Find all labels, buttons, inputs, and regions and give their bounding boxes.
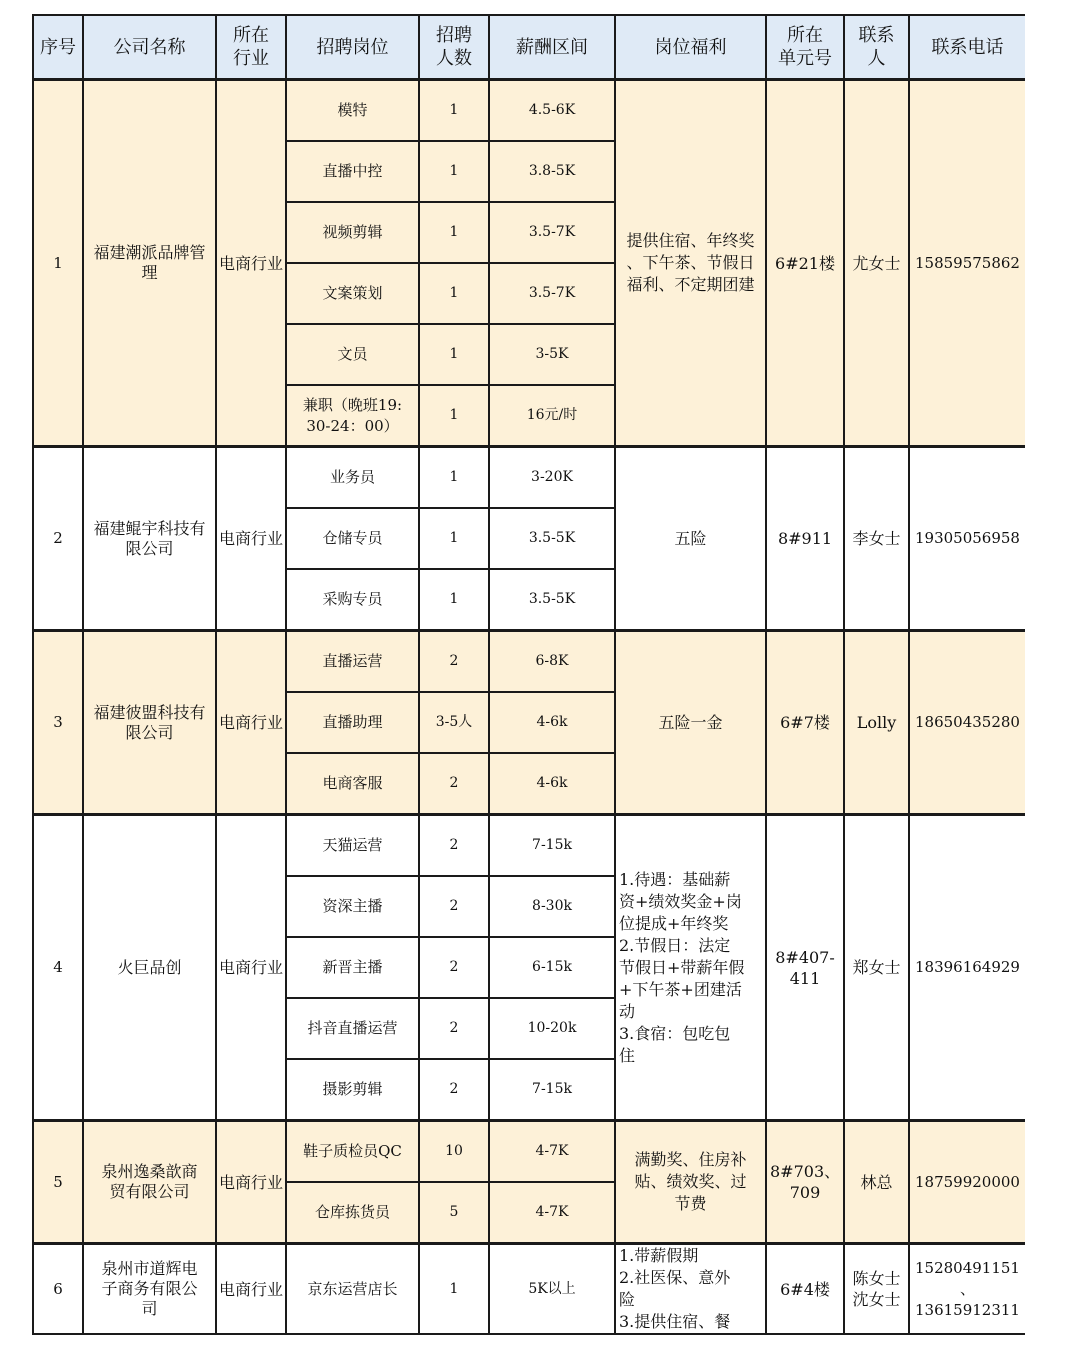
job-salary-cell: 4-6k [489, 692, 615, 753]
job-title-cell: 视频剪辑 [286, 202, 419, 263]
job-salary-cell: 7-15k [489, 815, 615, 877]
job-salary-cell: 3-20K [489, 447, 615, 509]
job-title-cell: 直播中控 [286, 141, 419, 202]
company-unit-cell: 6#7楼 [766, 631, 844, 815]
company-benefits-cell: 1.带薪假期 2.社医保、意外 险 3.提供住宿、餐 [615, 1244, 766, 1335]
company-name-cell: 福建鲲宇科技有 限公司 [83, 447, 216, 631]
job-count-cell: 1 [419, 508, 489, 569]
header-contact: 联系 人 [844, 15, 909, 80]
company-name-cell: 福建彼盟科技有 限公司 [83, 631, 216, 815]
company-phone-cell: 18396164929 [909, 815, 1025, 1121]
job-title-cell: 仓库拣货员 [286, 1182, 419, 1244]
job-count-cell: 5 [419, 1182, 489, 1244]
company-phone-cell: 19305056958 [909, 447, 1025, 631]
company-phone-cell: 18759920000 [909, 1121, 1025, 1244]
job-title-cell: 直播助理 [286, 692, 419, 753]
job-salary-cell: 4-7K [489, 1121, 615, 1183]
table-row [33, 1121, 1025, 1183]
job-title-cell: 新晋主播 [286, 937, 419, 998]
job-salary-cell: 3.5-5K [489, 508, 615, 569]
company-unit-cell: 8#703、 709 [766, 1121, 844, 1244]
company-name-cell: 泉州逸桑歆商 贸有限公司 [83, 1121, 216, 1244]
company-name-cell: 泉州市道辉电 子商务有限公 司 [83, 1244, 216, 1335]
company-unit-cell: 6#4楼 [766, 1244, 844, 1335]
job-count-cell: 1 [419, 569, 489, 631]
job-title-cell: 抖音直播运营 [286, 998, 419, 1059]
recruitment-table-sheet [32, 14, 1025, 1360]
company-name-cell: 火巨品创 [83, 815, 216, 1121]
job-title-cell: 资深主播 [286, 876, 419, 937]
job-count-cell: 3-5人 [419, 692, 489, 753]
company-contact-cell: 尤女士 [844, 80, 909, 447]
company-industry-cell: 电商行业 [216, 447, 286, 631]
job-title-cell: 兼职（晚班19: 30-24：00） [286, 385, 419, 447]
company-benefits-cell: 1.待遇：基础薪 资+绩效奖金+岗 位提成+年终奖 2.节假日：法定 节假日+带薪年假 +下午茶+团建活 动 3.食宿：包吃包 住 [615, 815, 766, 1121]
company-benefits-cell: 满勤奖、住房补 贴、绩效奖、过 节费 [615, 1121, 766, 1244]
header-industry: 所在 行业 [216, 15, 286, 80]
job-count-cell: 2 [419, 815, 489, 877]
job-salary-cell: 16元/时 [489, 385, 615, 447]
job-count-cell: 1 [419, 1244, 489, 1335]
company-benefits-cell: 五险 [615, 447, 766, 631]
table-row [33, 80, 1025, 142]
header-unit: 所在 单元号 [766, 15, 844, 80]
company-name-cell: 福建潮派品牌管 理 [83, 80, 216, 447]
table-row [33, 1244, 1025, 1335]
job-salary-cell: 10-20k [489, 998, 615, 1059]
job-title-cell: 模特 [286, 80, 419, 142]
company-phone-cell: 15859575862 [909, 80, 1025, 447]
recruitment-table [32, 14, 1025, 1335]
company-index-cell: 6 [33, 1244, 83, 1335]
company-phone-cell: 18650435280 [909, 631, 1025, 815]
company-unit-cell: 6#21楼 [766, 80, 844, 447]
job-salary-cell: 3.5-5K [489, 569, 615, 631]
header-index: 序号 [33, 15, 83, 80]
company-contact-cell: Lolly [844, 631, 909, 815]
job-count-cell: 1 [419, 202, 489, 263]
company-index-cell: 2 [33, 447, 83, 631]
company-contact-cell: 郑女士 [844, 815, 909, 1121]
company-index-cell: 4 [33, 815, 83, 1121]
job-salary-cell: 6-8K [489, 631, 615, 693]
company-industry-cell: 电商行业 [216, 631, 286, 815]
header-company: 公司名称 [83, 15, 216, 80]
job-salary-cell: 4.5-6K [489, 80, 615, 142]
header-position: 招聘岗位 [286, 15, 419, 80]
job-title-cell: 文案策划 [286, 263, 419, 324]
job-count-cell: 1 [419, 324, 489, 385]
job-count-cell: 1 [419, 263, 489, 324]
company-unit-cell: 8#911 [766, 447, 844, 631]
job-title-cell: 天猫运营 [286, 815, 419, 877]
job-title-cell: 直播运营 [286, 631, 419, 693]
header-row [33, 15, 1025, 80]
job-title-cell: 文员 [286, 324, 419, 385]
job-title-cell: 仓储专员 [286, 508, 419, 569]
company-index-cell: 5 [33, 1121, 83, 1244]
job-count-cell: 10 [419, 1121, 489, 1183]
table-row [33, 631, 1025, 693]
table-row [33, 447, 1025, 509]
company-contact-cell: 陈女士 沈女士 [844, 1244, 909, 1335]
table-row [33, 815, 1025, 877]
company-benefits-cell: 提供住宿、年终奖 、下午茶、节假日 福利、不定期团建 [615, 80, 766, 447]
job-title-cell: 电商客服 [286, 753, 419, 815]
job-count-cell: 1 [419, 447, 489, 509]
job-title-cell: 摄影剪辑 [286, 1059, 419, 1121]
header-count: 招聘 人数 [419, 15, 489, 80]
company-benefits-cell: 五险一金 [615, 631, 766, 815]
job-title-cell: 鞋子质检员QC [286, 1121, 419, 1183]
job-salary-cell: 8-30k [489, 876, 615, 937]
company-industry-cell: 电商行业 [216, 815, 286, 1121]
table-body [33, 80, 1025, 1335]
job-count-cell: 1 [419, 141, 489, 202]
company-index-cell: 1 [33, 80, 83, 447]
company-phone-cell: 15280491151 、 13615912311 [909, 1244, 1025, 1335]
job-title-cell: 京东运营店长 [286, 1244, 419, 1335]
job-count-cell: 2 [419, 876, 489, 937]
company-industry-cell: 电商行业 [216, 1244, 286, 1335]
job-salary-cell: 4-6k [489, 753, 615, 815]
header-benefits: 岗位福利 [615, 15, 766, 80]
job-title-cell: 业务员 [286, 447, 419, 509]
header-salary: 薪酬区间 [489, 15, 615, 80]
company-contact-cell: 李女士 [844, 447, 909, 631]
job-count-cell: 2 [419, 1059, 489, 1121]
job-salary-cell: 3.5-7K [489, 263, 615, 324]
job-salary-cell: 3.5-7K [489, 202, 615, 263]
job-count-cell: 1 [419, 385, 489, 447]
job-count-cell: 2 [419, 998, 489, 1059]
company-industry-cell: 电商行业 [216, 1121, 286, 1244]
job-salary-cell: 3-5K [489, 324, 615, 385]
header-phone: 联系电话 [909, 15, 1025, 80]
company-contact-cell: 林总 [844, 1121, 909, 1244]
job-title-cell: 采购专员 [286, 569, 419, 631]
job-salary-cell: 5K以上 [489, 1244, 615, 1335]
job-count-cell: 2 [419, 937, 489, 998]
company-unit-cell: 8#407- 411 [766, 815, 844, 1121]
job-count-cell: 2 [419, 753, 489, 815]
job-salary-cell: 3.8-5K [489, 141, 615, 202]
job-count-cell: 2 [419, 631, 489, 693]
job-salary-cell: 7-15k [489, 1059, 615, 1121]
company-industry-cell: 电商行业 [216, 80, 286, 447]
job-count-cell: 1 [419, 80, 489, 142]
job-salary-cell: 6-15k [489, 937, 615, 998]
job-salary-cell: 4-7K [489, 1182, 615, 1244]
company-index-cell: 3 [33, 631, 83, 815]
